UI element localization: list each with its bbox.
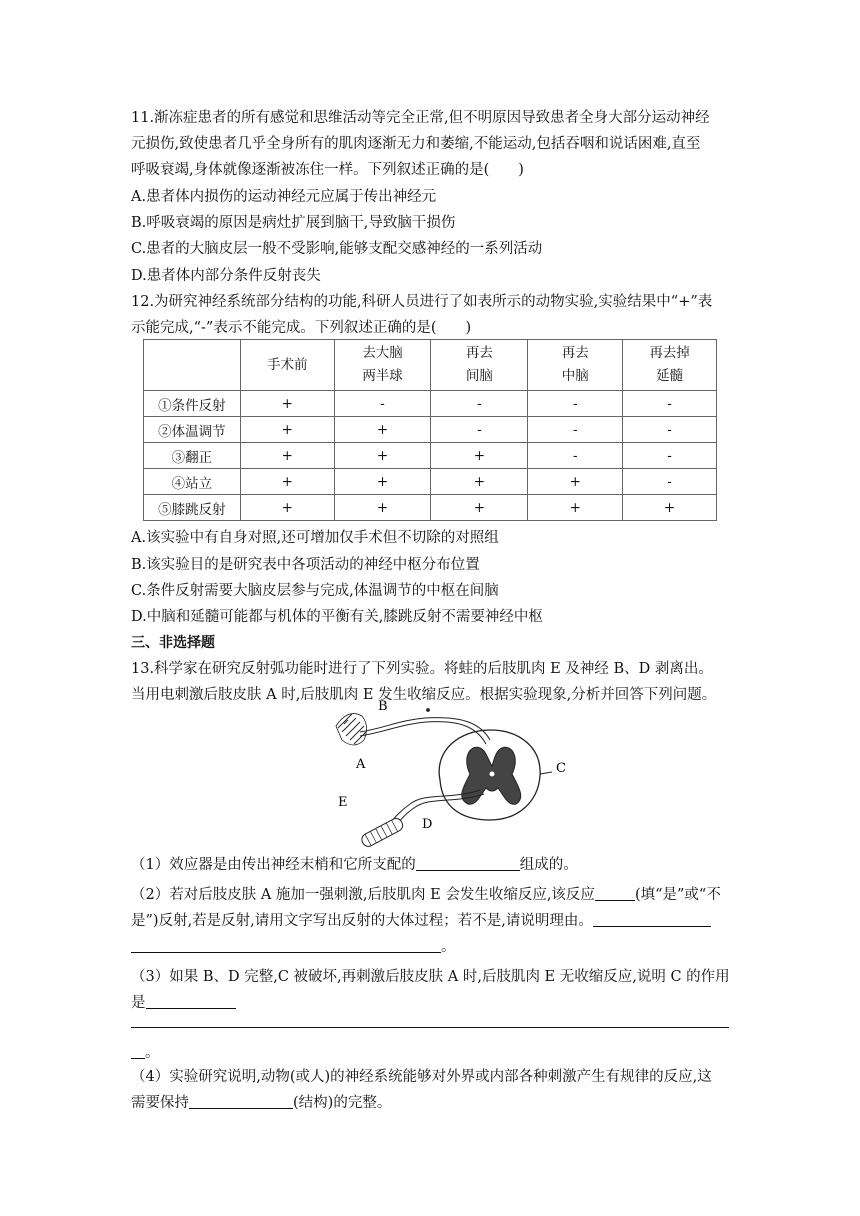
table-cell: + <box>334 417 431 443</box>
q12-option-c: C.条件反射需要大脑皮层参与完成,体温调节的中枢在间脑 <box>131 583 499 599</box>
table-cell: + <box>240 417 334 443</box>
label-c: C <box>556 761 566 776</box>
answer-blank-1[interactable] <box>416 856 520 871</box>
table-header-cell: 再去 间脑 <box>431 340 528 391</box>
table-cell: + <box>528 495 623 521</box>
q12-stem-line-1: 12.为研究神经系统部分结构的功能,科研人员进行了如表所示的动物实验,实验结果中“+”表 <box>131 294 713 310</box>
table-cell: - <box>528 443 623 469</box>
q11-option-a: A.患者体内损伤的运动神经元应属于传出神经元 <box>131 189 437 205</box>
q13-stem-line-2: 当用电刺激后肢皮肤 A 时,后肢肌肉 E 发生收缩反应。根据实验现象,分析并回答下列问题。 <box>131 687 717 703</box>
q13-sub3-line-2: 是 <box>131 994 731 1012</box>
table-cell: - <box>528 417 623 443</box>
row-label: ④站立 <box>144 469 241 495</box>
table-cell: - <box>623 443 717 469</box>
q11-option-c: C.患者的大脑皮层一般不受影响,能够支配交感神经的一系列活动 <box>131 241 543 257</box>
table-row <box>144 469 717 495</box>
table-cell: - <box>431 417 528 443</box>
answer-line-3b[interactable] <box>131 1027 729 1028</box>
q13-sub4-line-2: 需要保持 (结构)的完整。 <box>131 1095 392 1111</box>
table-header-row <box>144 340 717 391</box>
table-row <box>144 391 717 417</box>
answer-blank-3c[interactable] <box>131 1044 145 1059</box>
table-cell: + <box>334 443 431 469</box>
table-cell: + <box>334 495 431 521</box>
label-d: D <box>422 817 433 832</box>
answer-blank-2c[interactable] <box>131 938 441 953</box>
q13-sub1: （1）效应器是由传出神经末梢和它所支配的 组成的。 <box>131 857 578 873</box>
table-header-cell: 去大脑 两半球 <box>334 340 431 391</box>
table-cell: + <box>431 443 528 469</box>
table-cell: + <box>528 469 623 495</box>
q13-sub3-line-3: 。 <box>131 1044 731 1062</box>
table-row <box>144 495 717 521</box>
table-cell: - <box>623 469 717 495</box>
table-cell: + <box>623 495 717 521</box>
q11-stem-line-1: 11.渐冻症患者的所有感觉和思维活动等完全正常,但不明原因导致患者全身大部分运动神经 <box>131 110 710 126</box>
experiment-table <box>143 339 717 521</box>
table-cell: - <box>431 391 528 417</box>
table-cell: + <box>240 391 334 417</box>
answer-blank-2a[interactable] <box>595 886 635 901</box>
q13-sub2-line-2: 是”)反射,若是反射,请用文字写出反射的大体过程；若不是,请说明理由。 <box>131 912 731 930</box>
table-cell: - <box>528 391 623 417</box>
table-header-cell: 再去掉 延髓 <box>623 340 717 391</box>
q12-option-a: A.该实验中有自身对照,还可增加仅手术但不切除的对照组 <box>131 530 499 546</box>
row-label: ①条件反射 <box>144 391 241 417</box>
table-cell: + <box>240 495 334 521</box>
table-cell: + <box>240 469 334 495</box>
label-a: A <box>356 757 366 772</box>
q13-sub3-line-1: （3）如果 B、D 完整,C 被破坏,再刺激后肢皮肤 A 时,后肢肌肉 E 无收缩反应,说明 C 的作用 <box>131 969 730 985</box>
q13-sub2-line-1: （2）若对后肢皮肤 A 施加一强刺激,后肢肌肉 E 会发生收缩反应,该反应 (填“是”或“不 <box>131 887 721 903</box>
answer-blank-2b[interactable] <box>593 912 711 927</box>
label-b: B <box>378 700 388 714</box>
q12-stem-line-2: 示能完成,“-”表示不能完成。下列叙述正确的是( ) <box>131 320 472 336</box>
table-cell: - <box>623 417 717 443</box>
row-label: ③翻正 <box>144 443 241 469</box>
table-header-cell: 手术前 <box>240 340 334 391</box>
table-cell: + <box>431 495 528 521</box>
table-row <box>144 417 717 443</box>
q11-option-b: B.呼吸衰竭的原因是病灶扩展到脑干,导致脑干损伤 <box>131 215 456 231</box>
q12-option-b: B.该实验目的是研究表中各项活动的神经中枢分布位置 <box>131 557 480 573</box>
table-cell: - <box>334 391 431 417</box>
table-header-corner <box>144 340 241 391</box>
q13-sub2-line-3: 。 <box>131 938 731 956</box>
row-label: ②体温调节 <box>144 417 241 443</box>
table-row <box>144 443 717 469</box>
section-title: 三、非选择题 <box>131 635 215 651</box>
q11-stem-line-3: 呼吸衰竭,身体就像逐渐被冻住一样。下列叙述正确的是( ) <box>131 162 524 178</box>
q11-stem-line-2: 元损伤,致使患者几乎全身所有的肌肉逐渐无力和萎缩,不能运动,包括吞咽和说话困难,直至 <box>131 136 701 152</box>
row-label: ⑤膝跳反射 <box>144 495 241 521</box>
table-cell: + <box>240 443 334 469</box>
table-cell: + <box>431 469 528 495</box>
table-cell: - <box>623 391 717 417</box>
answer-blank-4[interactable] <box>189 1094 293 1109</box>
q12-option-d: D.中脑和延髓可能都与机体的平衡有关,膝跳反射不需要神经中枢 <box>131 609 543 625</box>
table-cell: + <box>334 469 431 495</box>
q13-sub4-line-1: （4）实验研究说明,动物(或人)的神经系统能够对外界或内部各种刺激产生有规律的反应,这 <box>131 1069 712 1085</box>
reflex-arc-diagram <box>330 700 580 850</box>
q13-stem-line-1: 13.科学家在研究反射弧功能时进行了下列实验。将蛙的后肢肌肉 E 及神经 B、D 剥离出。 <box>131 661 713 677</box>
label-e: E <box>338 795 348 810</box>
q11-option-d: D.患者体内部分条件反射丧失 <box>131 268 321 284</box>
table-header-cell: 再去 中脑 <box>528 340 623 391</box>
answer-blank-3a[interactable] <box>146 994 236 1009</box>
